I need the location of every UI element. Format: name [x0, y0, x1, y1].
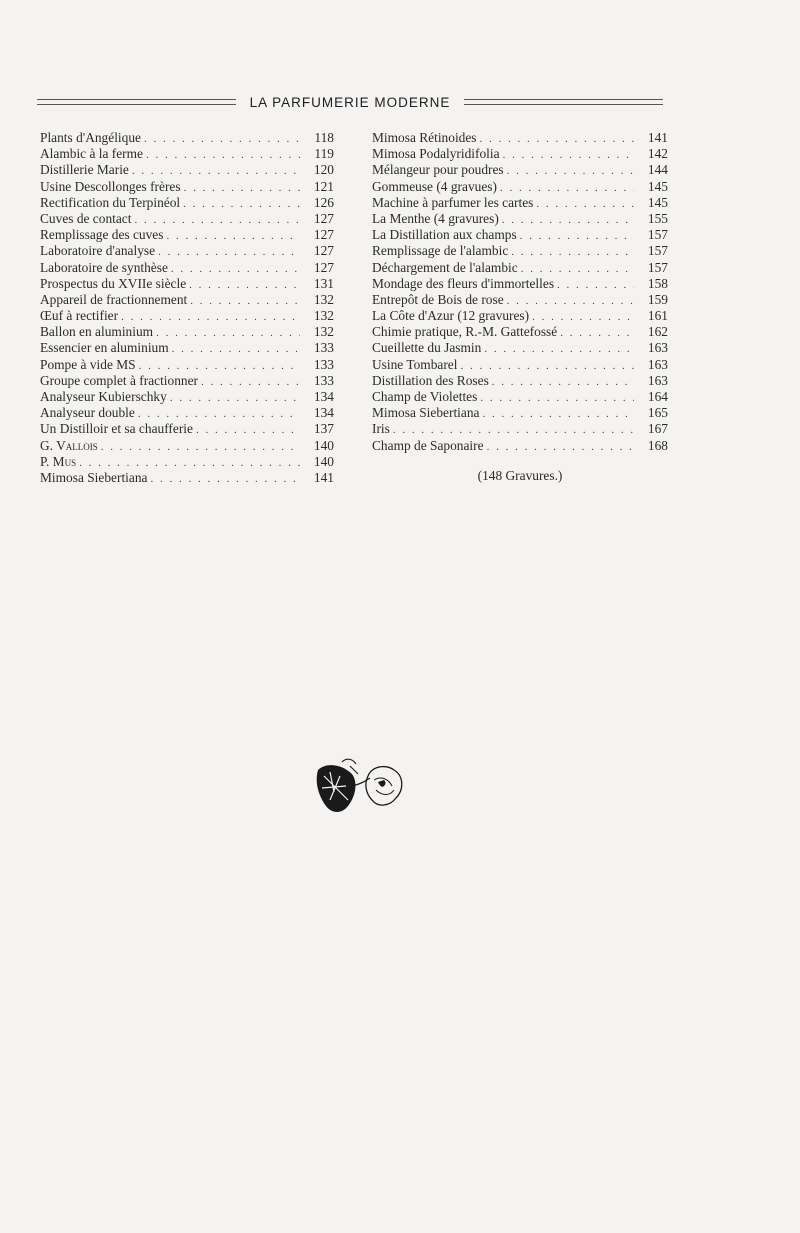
entry-page-number: 137	[313, 421, 334, 437]
entry-page-number: 134	[313, 389, 334, 404]
leader-dots	[492, 374, 634, 389]
entry-page-number: 167	[647, 421, 668, 437]
leader-dots	[183, 196, 300, 211]
index-entry	[372, 162, 668, 178]
entry-page-number: 157	[647, 259, 668, 275]
entry-title: Champ de Saponaire	[372, 437, 484, 453]
leader-dots	[190, 293, 300, 308]
index-entry	[372, 276, 668, 292]
entry-page-number: 145	[647, 194, 668, 210]
entry-page-number: 164	[647, 389, 668, 404]
entry-title: Mimosa Siebertiana	[40, 469, 148, 485]
entry-title: Mondage des fleurs d'immortelles	[372, 275, 555, 291]
index-entry	[40, 260, 334, 276]
index-entry	[372, 227, 668, 243]
entry-page-number: 144	[647, 162, 668, 178]
entry-title: Cueillette du Jasmin	[372, 340, 482, 356]
entry-page-number: 120	[313, 162, 334, 178]
entry-page-number: 119	[314, 146, 334, 162]
entry-page-number: 126	[313, 194, 334, 210]
entry-title: Alambic à la ferme	[40, 146, 143, 162]
entry-title: Pompe à vide MS	[40, 356, 136, 372]
leader-dots	[158, 244, 300, 259]
entry-title: Laboratoire de synthèse	[40, 259, 168, 275]
leader-dots	[480, 131, 634, 146]
index-entry	[372, 405, 668, 421]
header-rule-right	[464, 99, 663, 105]
entry-title: Laboratoire d'analyse	[40, 243, 156, 259]
leader-dots	[156, 325, 300, 340]
leader-dots	[482, 406, 634, 421]
entry-title: Cuves de contact	[40, 210, 132, 226]
index-entry	[372, 292, 668, 308]
leader-dots	[150, 471, 300, 486]
entry-title: Œuf à rectifier	[40, 308, 119, 324]
index-entry	[40, 308, 334, 324]
entry-title: Iris	[372, 421, 390, 437]
index-entry	[40, 389, 334, 405]
leader-dots	[139, 358, 300, 373]
entry-title: La Menthe (4 gravures)	[372, 210, 499, 226]
leader-dots	[500, 180, 634, 195]
index-entry	[372, 179, 668, 195]
index-entry	[372, 260, 668, 276]
index-entry	[40, 243, 334, 259]
leader-dots	[511, 244, 634, 259]
header-title: LA PARFUMERIE MODERNE	[249, 94, 451, 110]
leader-dots	[172, 341, 300, 356]
entry-title: Champ de Violettes	[372, 389, 478, 404]
index-entry	[372, 130, 668, 146]
entry-title: Machine à parfumer les cartes	[372, 194, 534, 210]
violet-flower-ornament	[312, 756, 408, 818]
entry-page-number: 157	[647, 243, 668, 259]
leader-dots	[532, 309, 634, 324]
entry-page-number: 141	[313, 469, 334, 485]
entry-page-number: 133	[313, 340, 334, 356]
leader-dots	[201, 374, 300, 389]
entry-title: Mélangeur pour poudres	[372, 162, 504, 178]
entry-page-number: 133	[313, 372, 334, 388]
index-entry	[40, 357, 334, 373]
entry-page-number: 155	[647, 210, 668, 226]
entry-page-number: 159	[647, 291, 668, 307]
leader-dots	[138, 406, 300, 421]
entry-title: Gommeuse (4 gravues)	[372, 178, 497, 194]
index-entry	[372, 373, 668, 389]
index-entry	[40, 373, 334, 389]
leader-dots	[170, 390, 300, 405]
entry-page-number: 162	[647, 324, 668, 340]
entry-page-number: 134	[313, 405, 334, 421]
index-entry	[40, 146, 334, 162]
index-entry	[372, 195, 668, 211]
entry-page-number: 165	[647, 405, 668, 421]
leader-dots	[536, 196, 634, 211]
index-entry	[372, 421, 668, 437]
entry-page-number: 163	[647, 340, 668, 356]
index-entry	[372, 146, 668, 162]
entry-title: Rectification du Terpinéol	[40, 194, 181, 210]
index-entry	[40, 130, 334, 146]
leader-dots	[196, 422, 300, 437]
entry-title: Mimosa Rétinoides	[372, 130, 477, 145]
entry-page-number: 142	[647, 146, 668, 162]
entry-page-number: 158	[647, 275, 668, 291]
entry-title: Remplissage de l'alambic	[372, 243, 509, 259]
index-entry	[372, 243, 668, 259]
index-entry	[40, 470, 334, 486]
leader-dots	[166, 228, 300, 243]
index-entry	[40, 292, 334, 308]
index-entry	[40, 405, 334, 421]
leader-dots	[146, 147, 300, 162]
entry-page-number: 127	[313, 259, 334, 275]
entry-page-number: 161	[647, 308, 668, 324]
entry-page-number: 121	[313, 178, 334, 194]
leader-dots	[132, 163, 300, 178]
index-entry	[372, 340, 668, 356]
entry-page-number: 145	[647, 178, 668, 194]
index-entry	[40, 227, 334, 243]
engravings-count: (148 Gravures.)	[477, 468, 563, 483]
entry-title: La Distillation aux champs	[372, 227, 517, 243]
leader-dots	[557, 277, 634, 292]
entry-title: G. Vallois	[40, 437, 98, 453]
entry-page-number: 140	[313, 453, 334, 469]
entry-page-number: 127	[313, 210, 334, 226]
entry-page-number: 157	[647, 227, 668, 243]
entry-title: Ballon en aluminium	[40, 324, 154, 340]
index-entry	[40, 195, 334, 211]
index-entry	[372, 438, 668, 454]
index-entry	[40, 179, 334, 195]
entry-title: Usine Tombarel	[372, 356, 458, 372]
leader-dots	[171, 261, 300, 276]
entry-title: Mimosa Podalyridifolia	[372, 146, 500, 162]
index-entry	[40, 162, 334, 178]
entry-title: Prospectus du XVIIe siècle	[40, 275, 187, 291]
entry-page-number: 132	[313, 324, 334, 340]
index-entry	[372, 389, 668, 405]
leader-dots	[460, 358, 634, 373]
entry-title: Groupe complet à fractionner	[40, 372, 199, 388]
index-entry	[372, 308, 668, 324]
leader-dots	[507, 163, 634, 178]
entry-page-number: 133	[313, 356, 334, 372]
entry-title: Mimosa Siebertiana	[372, 405, 480, 421]
leader-dots	[487, 439, 634, 454]
entry-page-number: 132	[313, 291, 334, 307]
index-entry	[372, 357, 668, 373]
index-column-right	[372, 130, 668, 454]
entry-page-number: 118	[314, 130, 334, 145]
entry-page-number: 127	[313, 243, 334, 259]
index-entry	[40, 276, 334, 292]
entry-title: Usine Descollonges frères	[40, 178, 181, 194]
leader-dots	[134, 212, 300, 227]
entry-title: Essencier en aluminium	[40, 340, 169, 356]
entry-page-number: 131	[313, 275, 334, 291]
leader-dots	[520, 228, 634, 243]
entry-title: Plants d'Angélique	[40, 130, 141, 145]
header-rule-left	[37, 99, 236, 105]
leader-dots	[189, 277, 300, 292]
entry-title: Appareil de fractionnement	[40, 291, 188, 307]
entry-title: Analyseur Kubierschky	[40, 389, 167, 404]
entry-page-number: 132	[313, 308, 334, 324]
index-entry	[40, 454, 334, 470]
leader-dots	[121, 309, 300, 324]
entry-page-number: 140	[313, 437, 334, 453]
entry-title: Distillation des Roses	[372, 372, 489, 388]
index-entry	[40, 211, 334, 227]
leader-dots	[184, 180, 300, 195]
leader-dots	[560, 325, 634, 340]
leader-dots	[521, 261, 634, 276]
entry-page-number: 168	[647, 437, 668, 453]
entry-title: Déchargement de l'alambic	[372, 259, 518, 275]
entry-title: Remplissage des cuves	[40, 227, 164, 243]
entry-page-number: 163	[647, 356, 668, 372]
entry-title: Chimie pratique, R.-M. Gattefossé	[372, 324, 558, 340]
index-entry	[372, 324, 668, 340]
entry-title: La Côte d'Azur (12 gravures)	[372, 308, 530, 324]
leader-dots	[144, 131, 300, 146]
index-entry	[40, 438, 334, 454]
index-column-left	[40, 130, 334, 486]
leader-dots	[502, 212, 634, 227]
leader-dots	[507, 293, 634, 308]
leader-dots	[484, 341, 634, 356]
index-entry	[40, 421, 334, 437]
index-entry	[372, 211, 668, 227]
running-header	[37, 92, 663, 112]
entry-page-number: 163	[647, 372, 668, 388]
index-entry	[40, 324, 334, 340]
entry-title: Un Distilloir et sa chaufferie	[40, 421, 193, 437]
index-entry	[40, 340, 334, 356]
leader-dots	[79, 455, 300, 470]
leader-dots	[503, 147, 634, 162]
entry-title: Distillerie Marie	[40, 162, 129, 178]
entry-title: Entrepôt de Bois de rose	[372, 291, 504, 307]
entry-page-number: 141	[647, 130, 668, 145]
entry-title: Analyseur double	[40, 405, 135, 421]
leader-dots	[393, 422, 634, 437]
leader-dots	[101, 439, 300, 454]
entry-page-number: 127	[313, 227, 334, 243]
entry-title: P. Mus	[40, 453, 77, 469]
leader-dots	[480, 390, 634, 405]
